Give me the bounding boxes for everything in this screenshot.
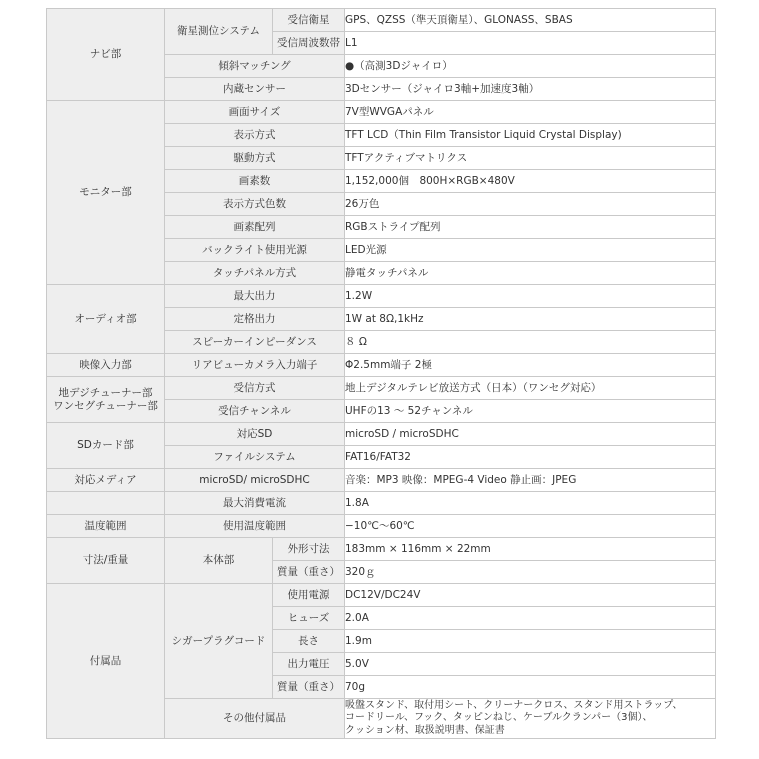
supported-sd-value: microSD / microSDHC bbox=[345, 423, 716, 446]
channels-value: UHFの13 〜 52チャンネル bbox=[345, 400, 716, 423]
pixels-label: 画素数 bbox=[165, 170, 345, 193]
table-row bbox=[47, 584, 716, 607]
section-tuner-line2: ワンセグチューナー部 bbox=[53, 399, 158, 412]
outer-size-value: 183mm × 116mm × 22mm bbox=[345, 538, 716, 561]
section-temperature: 温度範囲 bbox=[47, 515, 165, 538]
output-voltage-value: 5.0V bbox=[345, 653, 716, 676]
table-row bbox=[47, 285, 716, 308]
section-dimensions: 寸法/重量 bbox=[47, 538, 165, 584]
pixels-value: 1,152,000個 800H×RGB×480V bbox=[345, 170, 716, 193]
received-satellites-value: GPS、QZSS（準天頂衛星）、GLONASS、SBAS bbox=[345, 9, 716, 32]
cord-mass-value: 70g bbox=[345, 676, 716, 699]
internal-sensor-value: 3Dセンサー（ジャイロ3軸+加速度3軸） bbox=[345, 78, 716, 101]
other-accessories-label: その他付属品 bbox=[165, 699, 345, 739]
body-label: 本体部 bbox=[165, 538, 273, 584]
pixel-array-value: RGBストライプ配列 bbox=[345, 216, 716, 239]
backlight-label: バックライト使用光源 bbox=[165, 239, 345, 262]
table-row bbox=[47, 538, 716, 561]
max-output-label: 最大出力 bbox=[165, 285, 345, 308]
rated-output-value: 1W at 8Ω,1kHz bbox=[345, 308, 716, 331]
frequency-band-value: L1 bbox=[345, 32, 716, 55]
section-navi: ナビ部 bbox=[47, 9, 165, 101]
section-sdcard: SDカード部 bbox=[47, 423, 165, 469]
output-voltage-label: 出力電圧 bbox=[273, 653, 345, 676]
section-tuner bbox=[47, 377, 165, 423]
impedance-label: スピーカーインピーダンス bbox=[165, 331, 345, 354]
table-row bbox=[47, 423, 716, 446]
other-accessories-line: コードリール、フック、タッピンねじ、ケーブルクランパー（3個）、 bbox=[345, 712, 653, 724]
spec-table bbox=[46, 8, 716, 739]
table-row bbox=[47, 469, 716, 492]
table-row bbox=[47, 9, 716, 32]
temperature-label: 使用温度範囲 bbox=[165, 515, 345, 538]
mass-value: 320ｇ bbox=[345, 561, 716, 584]
colors-value: 26万色 bbox=[345, 193, 716, 216]
received-satellites-label: 受信衛星 bbox=[273, 9, 345, 32]
table-row bbox=[47, 101, 716, 124]
section-video-input: 映像入力部 bbox=[47, 354, 165, 377]
voltage-label: 使用電源 bbox=[273, 584, 345, 607]
display-method-label: 表示方式 bbox=[165, 124, 345, 147]
table-row bbox=[47, 515, 716, 538]
tilt-matching-label: 傾斜マッチング bbox=[165, 55, 345, 78]
other-accessories-value bbox=[345, 699, 716, 739]
supported-sd-label: 対応SD bbox=[165, 423, 345, 446]
filesystem-value: FAT16/FAT32 bbox=[345, 446, 716, 469]
camera-terminal-label: リアビューカメラ入力端子 bbox=[165, 354, 345, 377]
drive-method-label: 駆動方式 bbox=[165, 147, 345, 170]
reception-method-label: 受信方式 bbox=[165, 377, 345, 400]
section-monitor: モニター部 bbox=[47, 101, 165, 285]
impedance-value: ８ Ω bbox=[345, 331, 716, 354]
section-accessories: 付属品 bbox=[47, 584, 165, 739]
table-row bbox=[47, 377, 716, 400]
backlight-value: LED光源 bbox=[345, 239, 716, 262]
voltage-value: DC12V/DC24V bbox=[345, 584, 716, 607]
empty-cell bbox=[47, 492, 165, 515]
cigar-cord-label: シガープラグコード bbox=[165, 584, 273, 699]
media-label: microSD/ microSDHC bbox=[165, 469, 345, 492]
section-tuner-line1: 地デジチューナー部 bbox=[58, 386, 153, 399]
camera-terminal-value: Φ2.5mm端子 2極 bbox=[345, 354, 716, 377]
table-row bbox=[47, 354, 716, 377]
display-method-value: TFT LCD（Thin Film Transistor Liquid Crystal Display) bbox=[345, 124, 716, 147]
max-output-value: 1.2W bbox=[345, 285, 716, 308]
media-value: 音楽：MP3 映像：MPEG-4 Video 静止画：JPEG bbox=[345, 469, 716, 492]
temperature-value: −10℃〜60℃ bbox=[345, 515, 716, 538]
touch-panel-label: タッチパネル方式 bbox=[165, 262, 345, 285]
internal-sensor-label: 内蔵センサー bbox=[165, 78, 345, 101]
section-audio: オーディオ部 bbox=[47, 285, 165, 354]
fuse-label: ヒューズ bbox=[273, 607, 345, 630]
other-accessories-line: クッション材、取扱説明書、保証書 bbox=[345, 724, 505, 736]
filesystem-label: ファイルシステム bbox=[165, 446, 345, 469]
outer-size-label: 外形寸法 bbox=[273, 538, 345, 561]
length-label: 長さ bbox=[273, 630, 345, 653]
screen-size-label: 画面サイズ bbox=[165, 101, 345, 124]
cord-mass-label: 質量（重さ） bbox=[273, 676, 345, 699]
pixel-array-label: 画素配列 bbox=[165, 216, 345, 239]
fuse-value: 2.0A bbox=[345, 607, 716, 630]
reception-method-value: 地上デジタルテレビ放送方式（日本）（ワンセグ対応） bbox=[345, 377, 716, 400]
touch-panel-value: 静電タッチパネル bbox=[345, 262, 716, 285]
max-consumption-value: 1.8A bbox=[345, 492, 716, 515]
max-consumption-label: 最大消費電流 bbox=[165, 492, 345, 515]
table-row bbox=[47, 492, 716, 515]
tilt-matching-value: ●（高測3Dジャイロ） bbox=[345, 55, 716, 78]
other-accessories-line: 吸盤スタンド、取付用シート、クリーナークロス、スタンド用ストラップ、 bbox=[345, 699, 683, 711]
screen-size-value: 7V型WVGAパネル bbox=[345, 101, 716, 124]
mass-label: 質量（重さ） bbox=[273, 561, 345, 584]
rated-output-label: 定格出力 bbox=[165, 308, 345, 331]
frequency-band-label: 受信周波数帯 bbox=[273, 32, 345, 55]
drive-method-value: TFTアクティブマトリクス bbox=[345, 147, 716, 170]
channels-label: 受信チャンネル bbox=[165, 400, 345, 423]
colors-label: 表示方式色数 bbox=[165, 193, 345, 216]
length-value: 1.9m bbox=[345, 630, 716, 653]
section-media: 対応メディア bbox=[47, 469, 165, 492]
positioning-system-label: 衛星測位システム bbox=[165, 9, 273, 55]
